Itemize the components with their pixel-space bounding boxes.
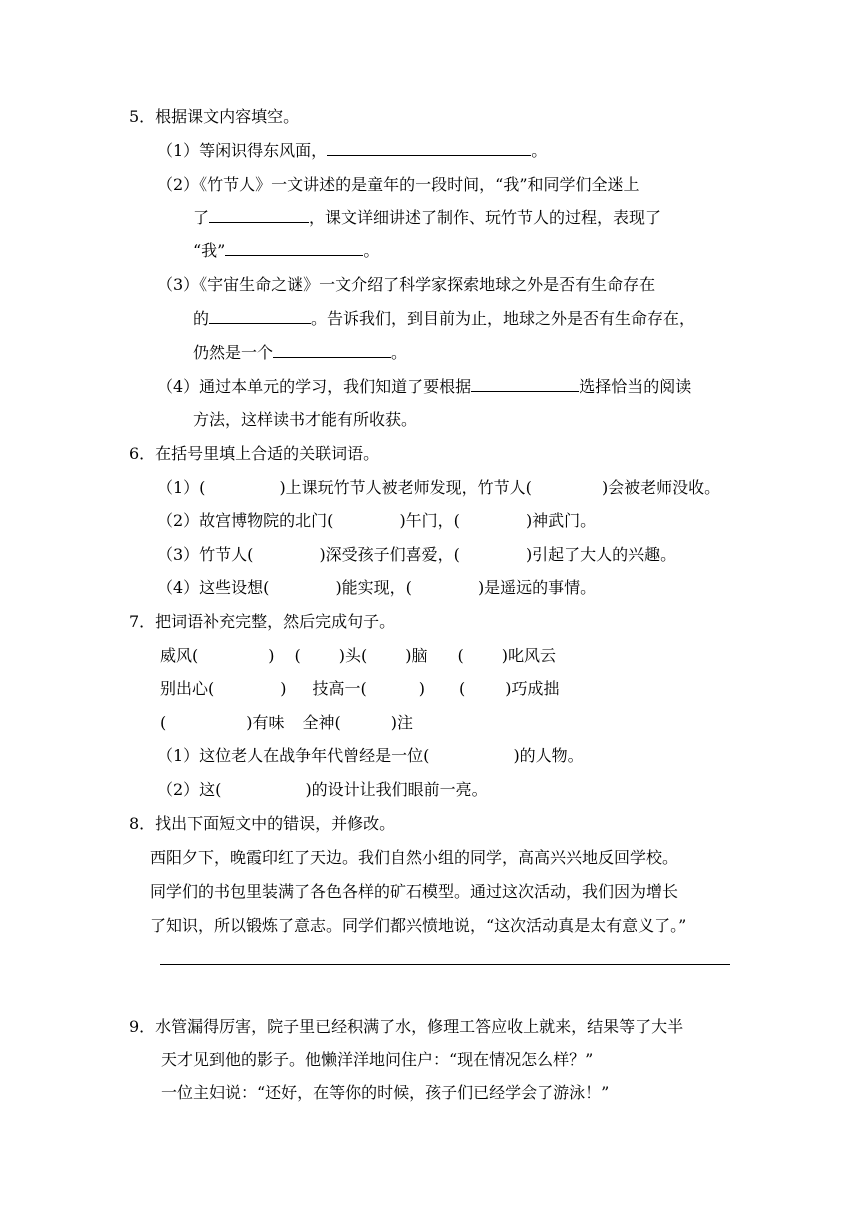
q6-item1 (157, 478, 720, 498)
q5-item2-line3 (193, 241, 379, 261)
q6-item2-end: )神武门。 (525, 511, 597, 530)
q5-item3-text: 。告诉我们，到目前为止，地球之外是否有生命存在， (311, 309, 696, 328)
q6-item3-text: （3）竹节人( (157, 545, 254, 564)
q6-item1-end: )会被老师没收。 (601, 478, 721, 497)
q8-passage-line1: 西阳夕下，晚霞印红了天边。我们自然小组的同学，高高兴兴地反回学校。 (150, 848, 679, 867)
q5-item2-blank2[interactable] (225, 241, 363, 256)
q7-word-row1 (160, 646, 556, 666)
q5-item4-line1 (157, 377, 691, 397)
q6-item3-end: )引起了大人的兴趣。 (525, 545, 677, 564)
q7-sentence2 (157, 780, 488, 800)
q6-item2 (157, 511, 596, 531)
q6-item4-mid: )能实现，( (335, 578, 412, 597)
q9-line3: 一位主妇说：“还好，在等你的时候，孩子们已经学会了游泳！” (161, 1083, 610, 1102)
q6-item4 (157, 578, 596, 598)
q5-item3-line3 (193, 343, 407, 363)
q5-item1-text: （1）等闲识得东风面， (157, 141, 328, 160)
q5-item3-line2 (193, 309, 695, 329)
q7-word1-a: 威风( (160, 646, 199, 665)
q5-item3-blank1[interactable] (209, 309, 311, 324)
q5-item3-prefix: 的 (193, 309, 210, 328)
q7-word3-a: ( (457, 646, 464, 665)
q7-word-row3 (160, 713, 413, 733)
q5-item2-line1: （2）《竹节人》一文讲述的是童年的一段时间，“我”和同学们全迷上 (157, 175, 640, 194)
q7-word2-b: )头( (338, 646, 368, 665)
q7-sentence1 (157, 746, 584, 766)
q7-word4-b: ) (280, 679, 287, 698)
q8-passage-line3: 了知识，所以锻炼了意志。同学们都兴愤地说，“这次活动真是太有意义了。” (150, 916, 687, 935)
q6-item2-mid: )午门，( (399, 511, 460, 530)
q5-item3-blank2[interactable] (273, 343, 391, 358)
q7-sentence2-end: )的设计让我们眼前一亮。 (305, 780, 488, 799)
q7-word7-b: )有味 (246, 713, 285, 732)
q7-sentence2-text: （2）这( (157, 780, 222, 799)
q7-sentence1-text: （1）这位老人在战争年代曾经是一位( (157, 746, 430, 765)
q6-item4-text: （4）这些设想( (157, 578, 270, 597)
q5-item3-prefix2: 仍然是一个 (193, 343, 274, 362)
q5-item3-line1: （3）《宇宙生命之谜》一文介绍了科学家探索地球之外是否有生命存在 (157, 275, 656, 294)
q6-item3 (157, 545, 676, 565)
q5-item2-text: ，课文详细讲述了制作、玩竹节人的过程，表现了 (309, 208, 662, 227)
q6-title: 6．在括号里填上合适的关联词语。 (129, 444, 380, 463)
q5-item4-line2: 方法，这样读书才能有所收获。 (193, 410, 418, 429)
q9-line1: 9．水管漏得厉害，院子里已经积满了水，修理工答应收上就来，结果等了大半 (129, 1017, 684, 1036)
q5-item1-blank[interactable] (327, 141, 531, 156)
q6-item3-mid: )深受孩子们喜爱，( (319, 545, 460, 564)
q5-item2-end: 。 (363, 241, 380, 260)
q7-word5-a: 技高一( (312, 679, 367, 698)
q7-sentence1-end: )的人物。 (513, 746, 584, 765)
q7-word1-b: ) (268, 646, 275, 665)
q5-item2-wo: “我” (193, 241, 226, 260)
q5-item2-blank1[interactable] (209, 208, 309, 223)
q6-item4-end: )是遥远的事情。 (477, 578, 597, 597)
q7-word8-b: )注 (390, 713, 413, 732)
q5-item3-end: 。 (391, 343, 408, 362)
q8-passage-line2: 同学们的书包里装满了各色各样的矿石模型。通过这次活动，我们因为增长 (150, 882, 679, 901)
q7-word2-c: )脑 (405, 646, 428, 665)
q7-word7-a: ( (160, 713, 167, 732)
q7-word-row2 (160, 679, 560, 699)
q7-word8-a: 全神( (302, 713, 341, 732)
q5-item2-line2 (193, 208, 661, 228)
q5-title: 5．根据课文内容填空。 (129, 107, 300, 126)
q6-item2-text: （2）故宫博物院的北门( (157, 511, 334, 530)
q7-word4-a: 别出心( (160, 679, 215, 698)
q7-word6-b: )巧成拙 (505, 679, 560, 698)
q5-item2-prefix: 了 (193, 208, 210, 227)
q8-answer-line[interactable] (160, 964, 730, 965)
q5-item1 (157, 141, 547, 161)
q9-line2: 天才见到他的影子。他懒洋洋地问住户：“现在情况怎么样？” (161, 1050, 594, 1069)
q6-item1-text: （1）( (157, 478, 206, 497)
q5-item1-end: 。 (531, 141, 548, 160)
q7-title: 7．把词语补充完整，然后完成句子。 (129, 612, 396, 631)
q5-item4-blank[interactable] (471, 377, 579, 392)
q7-word3-b: )叱风云 (501, 646, 556, 665)
q7-word6-a: ( (459, 679, 466, 698)
q7-word2-a: ( (294, 646, 301, 665)
q5-item4-text2: 选择恰当的阅读 (579, 377, 692, 396)
q6-item1-mid: )上课玩竹节人被老师发现，竹节人( (279, 478, 532, 497)
q7-word5-b: ) (418, 679, 425, 698)
q5-item4-text: （4）通过本单元的学习，我们知道了要根据 (157, 377, 472, 396)
q8-title: 8．找出下面短文中的错误，并修改。 (129, 814, 396, 833)
